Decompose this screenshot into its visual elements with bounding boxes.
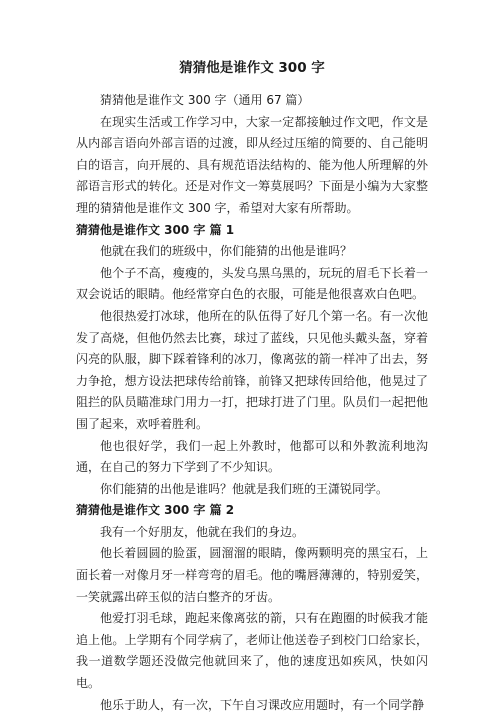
- intro-paragraph: 在现实生活或工作学习中，大家一定都接触过作文吧，作文是从内部言语向外部言语的过渡，即从经过压缩的简要的、自己能明白的语言，向开展的、具有规范语法结构的、能为他人所理解的外部语言形式的转化。还是对作文一筹莫展吗？下面是小编为大家整理的猜猜他是谁作文 300 字，希望对大家有所帮助。: [76, 114, 428, 215]
- section-2-paragraph-1: 我有一个好朋友，他就在我们的身边。: [100, 524, 305, 539]
- section-heading-2: 猜猜他是谁作文 300 字 篇 2: [76, 503, 235, 518]
- section-1-paragraph-3: 他很热爱打冰球，他所在的队伍得了好几个第一名。有一次他发了高烧，但他仍然去比赛，球过了蓝线，只见他头戴头盔，穿着闪亮的队服，脚下踩着锋利的冰刀，像离弦的箭一样冲了出去，努力争抢，想方设法把球传给前锋，前锋又把球传回给他，他晃过了阻拦的队员瞄准球门用力一打，把球打进了门里。队员们一起把他围了起来，欢呼着胜利。: [76, 308, 428, 431]
- document-page: [76, 58, 428, 716]
- section-1-paragraph-5: 你们能猜的出他是谁吗？他就是我们班的王潇锐同学。: [100, 481, 389, 496]
- section-1-paragraph-4: 他也很好学，我们一起上外教时，他都可以和外教流利地沟通，在自己的努力下学到了不少知识。: [76, 438, 428, 475]
- section-2-paragraph-4: 他乐于助人，有一次，下午自习课改应用题时，有一个同学静: [100, 697, 425, 712]
- section-2-paragraph-2: 他长着圆圆的脸蛋，圆溜溜的眼睛，像两颗明亮的黑宝石，上面长着一对像月牙一样弯弯的眉毛。他的嘴唇薄薄的，特别爱笑，一笑就露出碎玉似的洁白整齐的牙齿。: [76, 546, 428, 604]
- document-title: 猜猜他是谁作文 300 字: [179, 60, 325, 76]
- intro-subtitle: 猜猜他是谁作文 300 字（通用 67 篇）: [100, 93, 310, 107]
- section-1-paragraph-2: 他个子不高，瘦瘦的，头发乌黑乌黑的，玩玩的眉毛下长着一双会说话的眼睛。他经常穿白色的衣服，可能是他很喜欢白色吧。: [76, 265, 428, 302]
- section-heading-1: 猜猜他是谁作文 300 字 篇 1: [76, 222, 235, 237]
- section-1-paragraph-1: 他就在我们的班级中，你们能猜的出他是谁吗？: [100, 244, 353, 259]
- section-2-paragraph-3: 他爱打羽毛球，跑起来像离弦的箭，只有在跑圈的时候我才能追上他。上学期有个同学病了，老师让他送卷子到校门口给家长，我一道数学题还没做完他就回来了，他的速度迅如疾风，快如闪电。: [76, 611, 428, 691]
